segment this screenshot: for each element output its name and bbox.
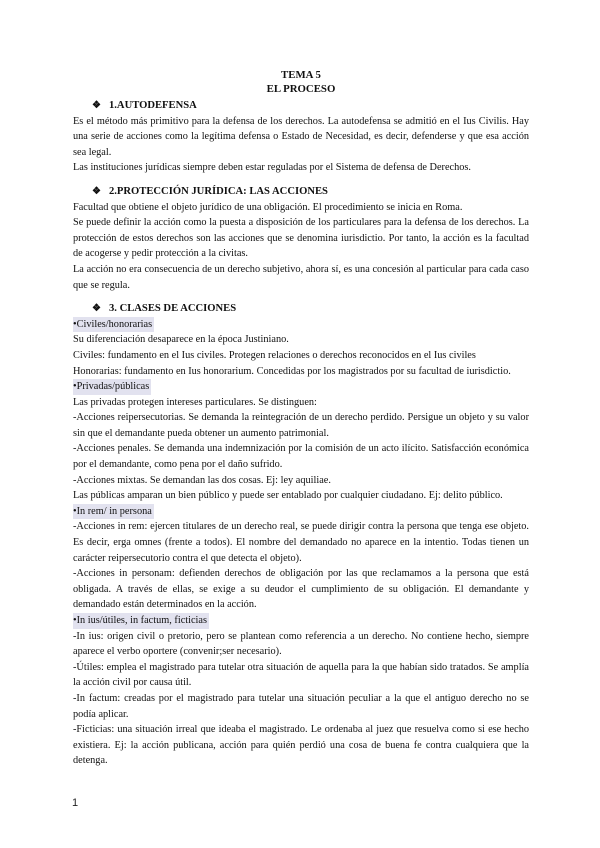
paragraph: -Acciones penales. Se demanda una indemnización por la comisión de un acto ilícito. Satisfacción económica por el demandante, como pena por el daño sufrido. <box>73 443 529 471</box>
diamond-bullet-icon: ❖ <box>92 303 101 315</box>
paragraph: -Acciones reipersecutorias. Se demanda la reintegración de un derecho perdido. Persigue un objeto y su valor sin que el demandante pueda obtener un aumento patrimonial. <box>73 412 529 439</box>
paragraph: Las privadas protegen intereses particulares. Se distinguen: <box>73 396 317 408</box>
paragraph: -Acciones mixtas. Se demandan las dos cosas. Ej: ley aquiliae. <box>73 474 331 486</box>
paragraph: -In factum: creadas por el magistrado para tutelar una situación peculiar a la que el antiguo derecho no se podía aplicar. <box>73 692 529 720</box>
subheading <box>73 504 529 520</box>
subheading-text: •Privadas/públicas <box>73 379 151 395</box>
subheading <box>73 613 529 629</box>
subheading-text: •In rem/ in persona <box>73 504 154 520</box>
diamond-bullet-icon: ❖ <box>92 100 101 111</box>
section-heading-text: 1.AUTODEFENSA <box>108 100 197 111</box>
document-page <box>73 68 529 769</box>
paragraph: Las públicas amparan un bien público y puede ser entablado por cualquier ciudadano. Ej: delito público. <box>73 490 503 502</box>
paragraph: -Acciones in rem: ejercen titulares de un derecho real, se puede dirigir contra la persona que tenga ese objeto. Es decir, erga omnes (frente a todos). El nombre del demandado no aparece en la intentio. Todas tienen un carácter reipersecutorio contra el que detecta el objeto). <box>73 521 529 564</box>
diamond-bullet-icon: ❖ <box>92 185 101 197</box>
paragraph: Se puede definir la acción como la puesta a disposición de los particulares para la defensa de los derechos. La protección de estos derechos son las acciones que se denomina iurisdictio. Por tanto, la acción es la facultad de acogerse y pedir protección a la civitas. <box>73 217 529 260</box>
title-line-2: EL PROCESO <box>266 83 336 95</box>
document-body <box>73 98 529 769</box>
paragraph: -Acciones in personam: defienden derechos de obligación por las que reclamamos a la persona que está obligada. A través de ellas, se exige a su deudor el cumplimiento de su obligación. El demandante y demandado están determinados en la acción. <box>73 568 529 611</box>
paragraph: Es el método más primitivo para la defensa de los derechos. La autodefensa se admitió en el Ius Civilis. Hay una serie de acciones como la legítima defensa o Estado de Necesidad, es decir, defenderse y que esa acción sea legal. <box>73 115 529 158</box>
paragraph: Las instituciones jurídicas siempre deben estar reguladas por el Sistema de defensa de Derechos. <box>73 162 472 174</box>
section-heading-text: 3. CLASES DE ACCIONES <box>108 303 237 315</box>
paragraph: Su diferenciación desaparece en la época Justiniano. <box>73 334 289 346</box>
subheading <box>73 317 529 333</box>
paragraph: Honorarias: fundamento en Ius honorarium. Concedidas por los magistrados por su facultad de iurisdictio. <box>73 365 511 377</box>
title-line-1: TEMA 5 <box>281 69 321 81</box>
page-number: 1 <box>72 797 79 809</box>
subheading <box>73 379 529 395</box>
section-heading <box>92 301 529 317</box>
section-heading-text: 2.PROTECCIÓN JURÍDICA: LAS ACCIONES <box>108 185 328 197</box>
paragraph: -In ius: origen civil o pretorio, pero se plantean como referencia a un derecho. No contiene hecho, siempre aparece el verbo oportere (convenir;ser necesario). <box>73 630 529 658</box>
paragraph: -Útiles: emplea el magistrado para tutelar otra situación de aquella para la que habían sido tratados. Se amplía la acción civil por causa útil. <box>73 661 529 689</box>
subheading-text: •Civiles/honorarias <box>73 317 154 333</box>
paragraph: Civiles: fundamento en el Ius civiles. Protegen relaciones o derechos reconocidos en el Ius civiles <box>73 349 476 361</box>
section-heading <box>92 98 529 114</box>
subheading-text: •In ius/útiles, in factum, ficticias <box>73 613 209 629</box>
section-heading <box>92 184 529 200</box>
paragraph: Facultad que obtiene el objeto jurídico de una obligación. El procedimiento se inicia en Roma. <box>73 201 463 213</box>
paragraph: -Ficticias: una situación irreal que ideaba el magistrado. Le ordenaba al juez que resuelva como si ese hecho existiera. Ej: la acción publicana, acción para quién perdió una cosa de buena fe contra cualquiera que la detenga. <box>73 724 529 767</box>
paragraph: La acción no era consecuencia de un derecho subjetivo, ahora sí, es una concesión al particular para cada caso que se regula. <box>73 263 529 291</box>
